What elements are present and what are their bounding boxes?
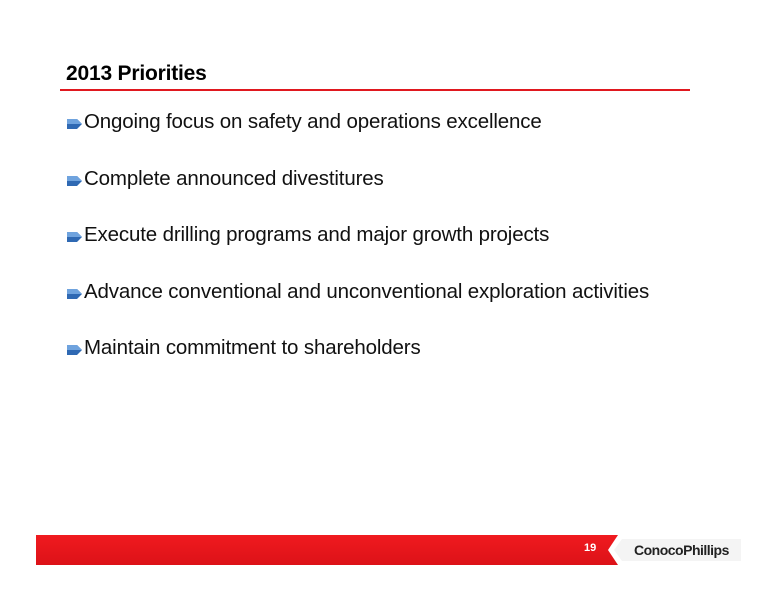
page-number: 19 [584,542,597,554]
bullet-text: Execute drilling programs and major growth projects [84,223,550,246]
company-logo [604,535,741,565]
logo-wordmark: ConocoPhillips [634,542,729,558]
bullet-text: Maintain commitment to shareholders [84,336,421,359]
bullet-text: Complete announced divestitures [84,166,384,190]
slide-title: 2013 Priorities [66,62,207,85]
arrow-bullet-icon [66,173,84,187]
title-divider [60,89,690,91]
bullet-text: Ongoing focus on safety and operations excellence [84,110,542,133]
list-item [66,276,649,333]
arrow-bullet-icon [66,116,84,130]
arrow-bullet-icon [66,229,84,243]
priority-list [66,106,649,389]
arrow-bullet-icon [66,342,84,356]
arrow-bullet-icon [66,286,84,300]
list-item [66,163,649,220]
bullet-text: Advance conventional and unconventional exploration activities [84,279,650,303]
list-item [66,106,649,163]
list-item [66,219,649,276]
list-item [66,332,649,389]
